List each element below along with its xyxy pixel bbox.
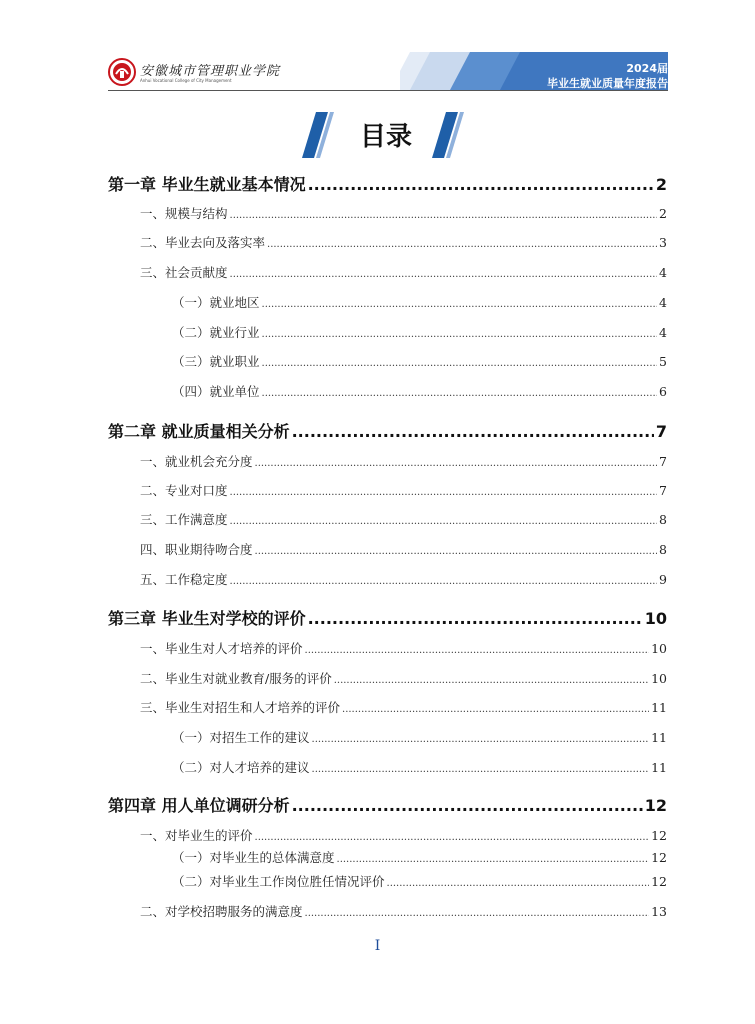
toc-entry-label: 第一章 毕业生就业基本情况	[108, 175, 306, 194]
toc-section-entry[interactable]	[108, 481, 667, 499]
toc-leader-dots	[312, 734, 650, 745]
toc-entry-label: 二、对学校招聘服务的满意度	[140, 904, 303, 919]
toc-leader-dots	[262, 329, 658, 340]
school-logo-icon	[108, 58, 136, 86]
toc-entry-page: 10	[651, 641, 667, 656]
toc-entry-label: 五、工作稳定度	[140, 572, 228, 587]
toc-entry-label: 一、规模与结构	[140, 206, 228, 221]
toc-section-entry[interactable]	[108, 510, 667, 528]
toc-entry-page: 3	[659, 235, 667, 250]
toc-chapter-entry[interactable]	[108, 419, 667, 442]
toc-entry-page: 12	[651, 874, 667, 889]
toc-leader-dots	[255, 832, 650, 843]
toc-leader-dots	[312, 764, 650, 775]
toc-entry-label: （四）就业单位	[172, 384, 260, 399]
toc-leader-dots	[305, 645, 650, 656]
toc-leader-dots	[230, 576, 658, 587]
toc-leader-dots	[262, 299, 658, 310]
toc-entry-label: 二、毕业去向及落实率	[140, 235, 266, 250]
toc-entry-label: 一、毕业生对人才培养的评价	[140, 641, 303, 656]
toc-entry-page: 9	[659, 572, 667, 587]
toc-leader-dots	[262, 388, 658, 399]
toc-leader-dots	[292, 422, 654, 441]
toc-section-entry[interactable]	[108, 639, 667, 657]
toc-section-entry[interactable]	[108, 570, 667, 588]
header-divider	[108, 90, 668, 91]
toc-leader-dots	[334, 675, 649, 686]
toc-entry-page: 12	[651, 828, 667, 843]
toc-entry-label: 第二章 就业质量相关分析	[108, 422, 290, 441]
toc-entry-label: （一）对毕业生的总体满意度	[172, 850, 335, 865]
toc-entry-page: 4	[659, 325, 667, 340]
toc-section-entry[interactable]	[108, 758, 667, 776]
toc-chapter-entry[interactable]	[108, 172, 667, 195]
toc-leader-dots	[267, 239, 657, 250]
toc-entry-page: 12	[651, 850, 667, 865]
toc-entry-page: 4	[659, 295, 667, 310]
toc-section-entry[interactable]	[108, 540, 667, 558]
toc-leader-dots	[387, 878, 650, 889]
toc-entry-page: 12	[644, 796, 667, 815]
toc-section-entry[interactable]	[108, 204, 667, 222]
toc-entry-page: 7	[655, 422, 667, 441]
toc-entry-label: 四、职业期待吻合度	[140, 542, 253, 557]
toc-entry-label: （一）就业地区	[172, 295, 260, 310]
toc-section-entry[interactable]	[108, 872, 667, 890]
toc-leader-dots	[255, 546, 658, 557]
toc-entry-page: 8	[659, 512, 667, 527]
report-year: 2024届	[626, 62, 668, 75]
toc-entry-label: （二）就业行业	[172, 325, 260, 340]
report-title: 毕业生就业质量年度报告	[547, 77, 668, 90]
toc-section-entry[interactable]	[108, 902, 667, 920]
toc-entry-label: （三）就业职业	[172, 354, 260, 369]
school-name: 安徽城市管理职业学院	[140, 64, 281, 79]
toc-entry-label: 第三章 毕业生对学校的评价	[108, 609, 306, 628]
toc-section-entry[interactable]	[108, 233, 667, 251]
toc-section-entry[interactable]	[108, 323, 667, 341]
toc-entry-page: 5	[659, 354, 667, 369]
toc-entry-page: 6	[659, 384, 667, 399]
toc-entry-page: 13	[651, 904, 667, 919]
toc-section-entry[interactable]	[108, 263, 667, 281]
toc-entry-page: 11	[651, 760, 667, 775]
toc-leader-dots	[230, 269, 658, 280]
toc-entry-page: 7	[659, 454, 667, 469]
toc-leader-dots	[255, 458, 658, 469]
toc-section-entry[interactable]	[108, 352, 667, 370]
toc-entry-page: 11	[651, 730, 667, 745]
toc-leader-dots	[230, 487, 658, 498]
toc-entry-label: 三、工作满意度	[140, 512, 228, 527]
toc-chapter-entry[interactable]	[108, 606, 667, 629]
toc-entry-page: 2	[659, 206, 667, 221]
toc-section-entry[interactable]	[108, 826, 667, 844]
toc-leader-dots	[308, 175, 654, 194]
toc-entry-label: （一）对招生工作的建议	[172, 730, 310, 745]
toc-entry-page: 8	[659, 542, 667, 557]
page-number: I	[374, 938, 381, 954]
page-header	[0, 0, 755, 100]
toc-entry-label: 三、毕业生对招生和人才培养的评价	[140, 700, 341, 715]
toc-section-entry[interactable]	[108, 698, 667, 716]
toc-section-entry[interactable]	[108, 848, 667, 866]
toc-chapter-entry[interactable]	[108, 793, 667, 816]
toc-leader-dots	[230, 210, 658, 221]
toc-entry-label: （二）对毕业生工作岗位胜任情况评价	[172, 874, 385, 889]
page-title: 目录	[359, 122, 412, 152]
toc-entry-label: 二、毕业生对就业教育/服务的评价	[140, 671, 332, 686]
toc-entry-label: 第四章 用人单位调研分析	[108, 796, 290, 815]
toc-section-entry[interactable]	[108, 669, 667, 687]
toc-entry-page: 4	[659, 265, 667, 280]
toc-section-entry[interactable]	[108, 728, 667, 746]
toc-entry-page: 11	[651, 700, 667, 715]
toc-section-entry[interactable]	[108, 382, 667, 400]
toc-entry-page: 10	[651, 671, 667, 686]
toc-title-box	[298, 112, 474, 158]
toc-entry-label: 二、专业对口度	[140, 483, 228, 498]
toc-entry-label: 三、社会贡献度	[140, 265, 228, 280]
toc-leader-dots	[337, 854, 650, 865]
toc-section-entry[interactable]	[108, 452, 667, 470]
toc-leader-dots	[308, 609, 643, 628]
toc-leader-dots	[230, 516, 658, 527]
toc-leader-dots	[305, 908, 650, 919]
toc-entry-label: 一、就业机会充分度	[140, 454, 253, 469]
toc-entry-page: 7	[659, 483, 667, 498]
toc-leader-dots	[292, 796, 643, 815]
toc-entry-page: 10	[644, 609, 667, 628]
toc-leader-dots	[262, 358, 658, 369]
toc-entry-label: （二）对人才培养的建议	[172, 760, 310, 775]
toc-entry-page: 2	[655, 175, 667, 194]
toc-entry-label: 一、对毕业生的评价	[140, 828, 253, 843]
school-name-en: Anhui Vocational College of City Management	[140, 78, 232, 83]
toc-section-entry[interactable]	[108, 293, 667, 311]
toc-leader-dots	[342, 704, 649, 715]
